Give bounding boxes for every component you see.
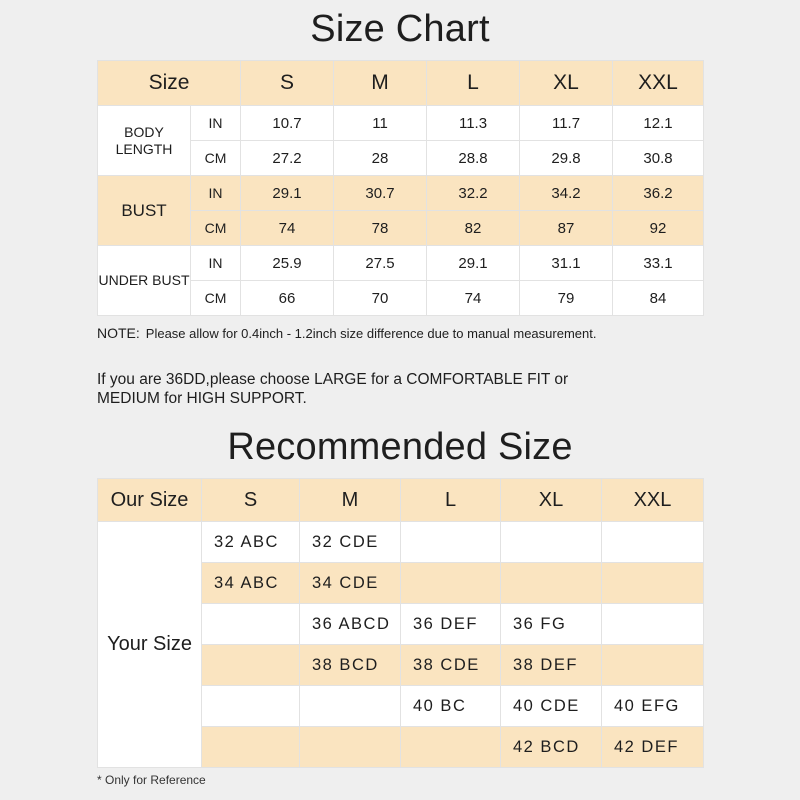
table-cell: 40 BC <box>401 686 501 727</box>
table-cell <box>300 686 401 727</box>
table-cell: 28 <box>334 141 427 176</box>
our-size-header: Our Size <box>98 479 202 522</box>
table-cell: 32 ABC <box>202 522 300 563</box>
table-cell <box>602 645 704 686</box>
note-label: NOTE: <box>97 325 140 341</box>
table-cell: 10.7 <box>241 106 334 141</box>
table-cell: 70 <box>334 281 427 316</box>
unit-label: IN <box>191 246 241 281</box>
table-cell: 34 ABC <box>202 563 300 604</box>
table-cell: 38 DEF <box>501 645 602 686</box>
table-row <box>98 106 704 141</box>
size-col-header: XXL <box>613 61 704 106</box>
size-col-header: XXL <box>602 479 704 522</box>
size-col-header: M <box>300 479 401 522</box>
table-cell: 31.1 <box>520 246 613 281</box>
size-col-header: S <box>241 61 334 106</box>
size-chart-header-row <box>98 61 704 106</box>
under-bust-label: UNDER BUST <box>98 246 191 316</box>
table-cell: 30.8 <box>613 141 704 176</box>
table-cell: 92 <box>613 211 704 246</box>
table-cell: 36 ABCD <box>300 604 401 645</box>
table-cell: 29.1 <box>241 176 334 211</box>
table-cell: 34 CDE <box>300 563 401 604</box>
table-cell: 38 CDE <box>401 645 501 686</box>
table-cell: 87 <box>520 211 613 246</box>
table-cell: 29.8 <box>520 141 613 176</box>
table-cell <box>202 604 300 645</box>
table-cell: 82 <box>427 211 520 246</box>
table-cell: 36 DEF <box>401 604 501 645</box>
size-col-header: L <box>427 61 520 106</box>
recommended-size-title: Recommended Size <box>227 426 573 468</box>
table-cell: 27.2 <box>241 141 334 176</box>
table-cell: 34.2 <box>520 176 613 211</box>
table-cell: 42 DEF <box>602 727 704 768</box>
table-cell: 36.2 <box>613 176 704 211</box>
unit-label: IN <box>191 106 241 141</box>
table-cell <box>401 522 501 563</box>
table-cell: 11.3 <box>427 106 520 141</box>
size-chart-title: Size Chart <box>310 8 490 50</box>
note-text: Please allow for 0.4inch - 1.2inch size difference due to manual measurement. <box>145 326 597 341</box>
unit-label: CM <box>191 141 241 176</box>
table-cell: 33.1 <box>613 246 704 281</box>
fit-advice: If you are 36DD,please choose LARGE for a COMFORTABLE FIT or MEDIUM for HIGH SUPPORT. <box>97 371 569 407</box>
table-cell: 11.7 <box>520 106 613 141</box>
table-cell <box>401 727 501 768</box>
table-cell <box>202 645 300 686</box>
table-cell: 32.2 <box>427 176 520 211</box>
table-cell <box>202 686 300 727</box>
table-cell: 12.1 <box>613 106 704 141</box>
table-cell: 36 FG <box>501 604 602 645</box>
table-row <box>98 176 704 211</box>
table-cell: 42 BCD <box>501 727 602 768</box>
table-cell: 74 <box>427 281 520 316</box>
table-cell: 38 BCD <box>300 645 401 686</box>
table-cell: 30.7 <box>334 176 427 211</box>
size-col-header: XL <box>501 479 602 522</box>
table-cell: 40 EFG <box>602 686 704 727</box>
unit-label: CM <box>191 211 241 246</box>
measurement-note <box>97 325 596 341</box>
table-cell <box>602 563 704 604</box>
table-cell: 27.5 <box>334 246 427 281</box>
size-col-header: XL <box>520 61 613 106</box>
table-cell: 84 <box>613 281 704 316</box>
table-cell: 78 <box>334 211 427 246</box>
table-row <box>98 522 704 563</box>
unit-label: CM <box>191 281 241 316</box>
bust-label: BUST <box>98 176 191 246</box>
table-cell <box>501 522 602 563</box>
table-cell <box>602 604 704 645</box>
table-cell <box>501 563 602 604</box>
table-cell <box>300 727 401 768</box>
size-col-header: L <box>401 479 501 522</box>
table-cell: 29.1 <box>427 246 520 281</box>
table-cell: 74 <box>241 211 334 246</box>
recommended-size-table <box>97 478 704 768</box>
table-cell: 11 <box>334 106 427 141</box>
table-cell <box>602 522 704 563</box>
table-cell <box>202 727 300 768</box>
size-header-label: Size <box>98 61 241 106</box>
table-cell: 79 <box>520 281 613 316</box>
table-cell <box>401 563 501 604</box>
size-chart-table <box>97 60 704 316</box>
your-size-label: Your Size <box>98 522 202 768</box>
table-cell: 40 CDE <box>501 686 602 727</box>
recommended-header-row <box>98 479 704 522</box>
size-col-header: S <box>202 479 300 522</box>
table-row <box>98 246 704 281</box>
footnote: * Only for Reference <box>97 773 206 787</box>
unit-label: IN <box>191 176 241 211</box>
body-length-label: BODY LENGTH <box>98 106 191 176</box>
table-cell: 32 CDE <box>300 522 401 563</box>
table-cell: 28.8 <box>427 141 520 176</box>
size-col-header: M <box>334 61 427 106</box>
table-cell: 25.9 <box>241 246 334 281</box>
table-cell: 66 <box>241 281 334 316</box>
